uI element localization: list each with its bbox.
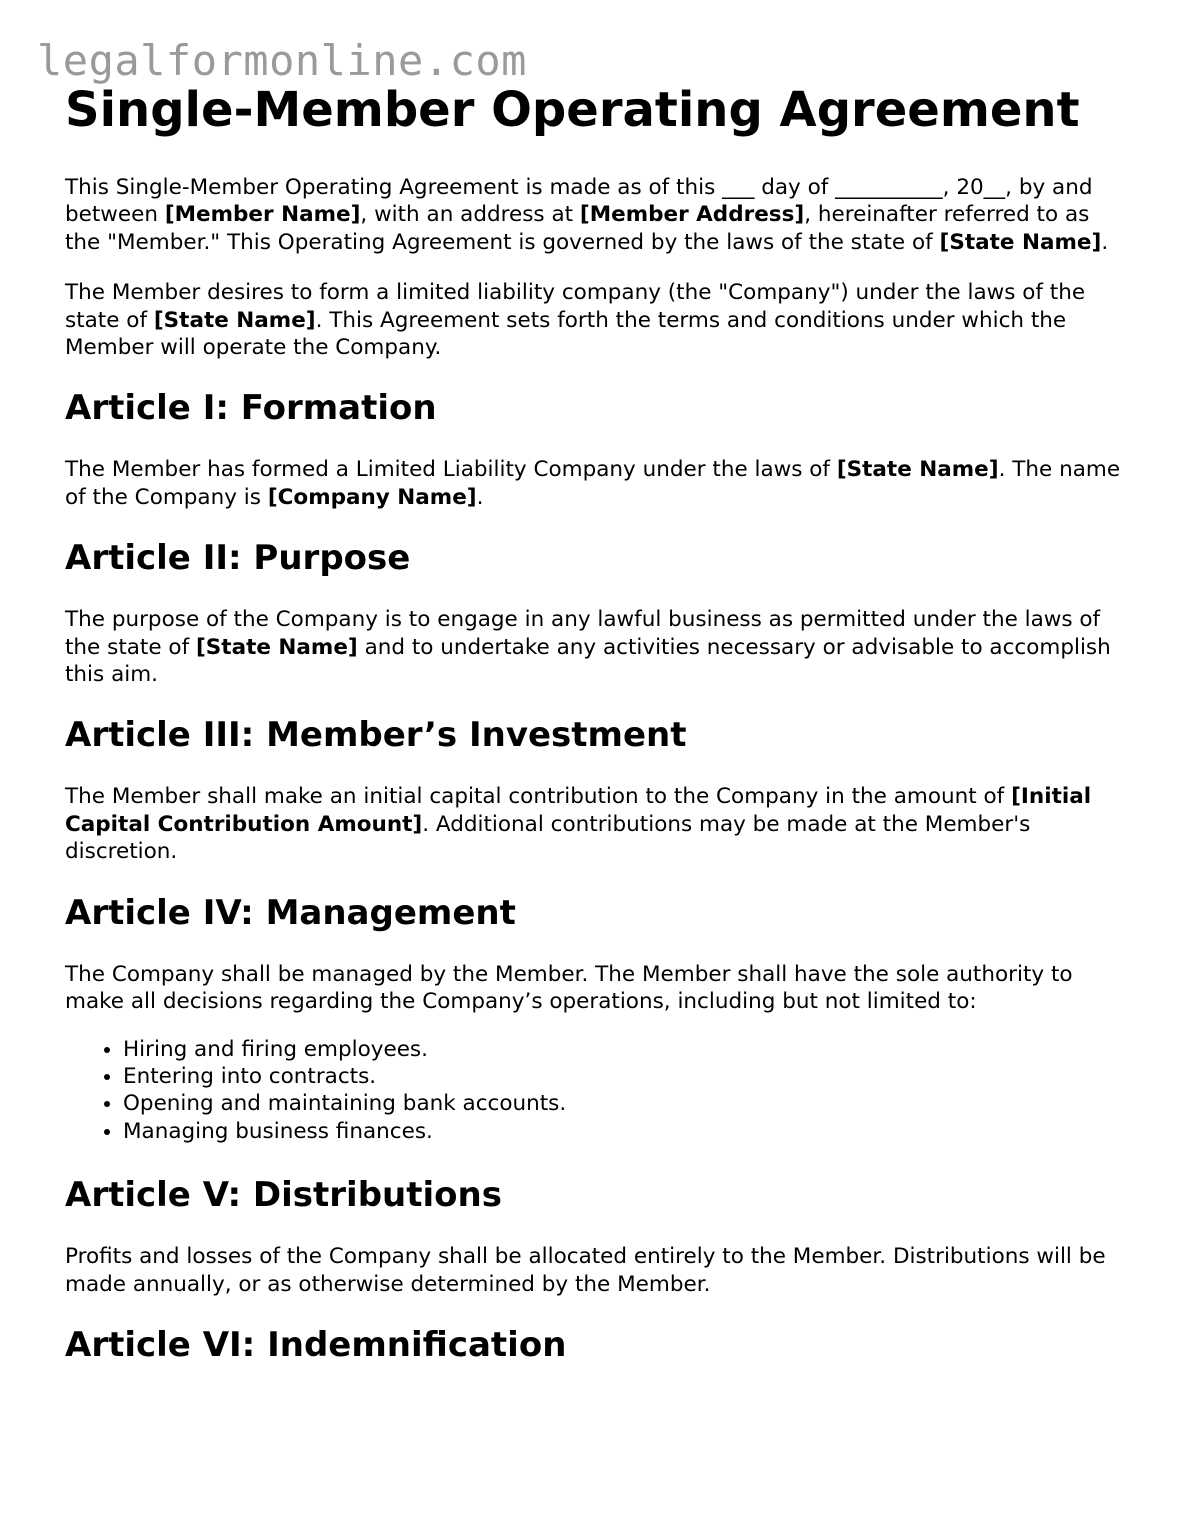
intro-paragraph-1 <box>65 174 1125 256</box>
article-text: and to undertake any activities necessary or advisable to accomplish this aim. <box>65 634 1111 688</box>
article-heading-investment: Article III: Member’s Investment <box>65 715 687 756</box>
list-item: • Managing business finances. <box>123 1118 1125 1145</box>
list-item: • Hiring and firing employees. <box>123 1036 1125 1063</box>
state-name-placeholder: [State Name] <box>939 229 1102 255</box>
article-heading-indemnification: Article VI: Indemnification <box>65 1324 567 1365</box>
article-heading-formation: Article I: Formation <box>65 388 437 429</box>
intro-text: This Single-Member Operating Agreement is made as of this ___ day of __________, 20__, by and between <box>65 175 1093 228</box>
intro-paragraph-2 <box>65 279 1125 361</box>
article-distributions-text: Profits and losses of the Company shall be allocated entirely to the Member. Distributions will be made annually, or as otherwise determined by the Member. <box>65 1244 1106 1297</box>
article-heading-purpose: Article II: Purpose <box>65 538 411 579</box>
article-text: The Member shall make an initial capital contribution to the Company in the amount of <box>65 784 1012 810</box>
state-name-placeholder: [State Name] <box>195 634 358 660</box>
list-item: • Entering into contracts. <box>123 1063 1125 1090</box>
state-name-placeholder: [State Name] <box>836 457 999 483</box>
intro-text: , hereinafter referred to as the "Member." This Operating Agreement is governed by the laws of the state of <box>65 202 1090 255</box>
member-name-placeholder: [Member Name] <box>164 202 361 228</box>
article-heading-management: Article IV: Management <box>65 892 516 933</box>
document-title: Single-Member Operating Agreement <box>65 82 1080 138</box>
article-formation-text <box>65 456 1125 511</box>
article-text: . <box>476 484 484 510</box>
article-heading-distributions: Article V: Distributions <box>65 1175 502 1216</box>
company-name-placeholder: [Company Name] <box>267 484 477 510</box>
watermark: legalformonline.com <box>37 36 527 85</box>
article-text: . The name of the Company is <box>65 457 1121 510</box>
intro-text: , with an address at <box>360 202 580 228</box>
intro-text: . This Agreement sets forth the terms and conditions under which the Member will operate the Company. <box>65 307 1067 361</box>
state-name-placeholder: [State Name] <box>153 307 316 333</box>
intro-text: . <box>1101 229 1109 255</box>
management-list <box>65 1036 1125 1146</box>
article-text: The purpose of the Company is to engage in any lawful business as permitted under the laws of the state of <box>65 607 1101 660</box>
article-management-text: The Company shall be managed by the Member. The Member shall have the sole authority to make all decisions regarding the Company’s operations, including but not limited to: <box>65 961 1073 1015</box>
list-item: • Opening and maintaining bank accounts. <box>123 1090 1125 1117</box>
article-investment-text <box>65 783 1125 865</box>
capital-contribution-placeholder: [Initial Capital Contribution Amount] <box>65 784 1092 837</box>
article-text: The Member has formed a Limited Liability Company under the laws of <box>65 457 837 483</box>
article-text: . Additional contributions may be made at the Member's discretion. <box>65 811 1031 865</box>
article-purpose-text <box>65 606 1125 688</box>
member-address-placeholder: [Member Address] <box>579 202 805 228</box>
document-page <box>65 80 1125 1393</box>
intro-text: The Member desires to form a limited liability company (the "Company") under the laws of the state of <box>65 280 1086 333</box>
